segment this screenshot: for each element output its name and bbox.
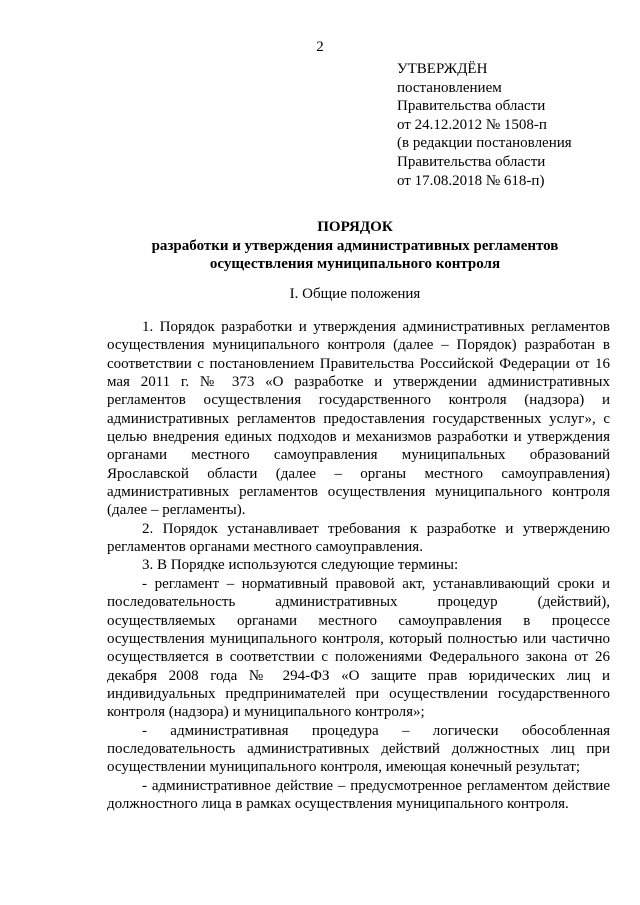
body-text xyxy=(107,318,610,813)
title-main: ПОРЯДОК xyxy=(317,219,393,235)
paragraph: 1. Порядок разработки и утверждения административных регламентов осуществления муниципального контроля (далее – Порядок) разработан в соответствии с постановлением Правительства Российской Федерации от 16 мая 2011 г. № 373 «О разработке и утверждении административных регламентов осуществления государственного контроля (надзора) и административных регламентов предоставления государственных услуг», с целью внедрения единых подходов и механизмов разработки и утверждения органами местного самоуправления муниципальных образований Ярославской области (далее – органы местного самоуправления) административных регламентов осуществления муниципального контроля (далее – регламенты). xyxy=(107,319,610,519)
title-subtitle-line: разработки и утверждения административных регламентов xyxy=(151,237,559,254)
approval-stamp-block xyxy=(397,60,572,190)
title-subtitle-line: осуществления муниципального контроля xyxy=(209,256,501,272)
approval-line: (в редакции постановления xyxy=(397,135,572,152)
approval-line: УТВЕРЖДЁН xyxy=(397,61,488,77)
page-number: 2 xyxy=(316,39,324,55)
approval-line: постановлением xyxy=(397,79,502,96)
paragraph: 2. Порядок устанавливает требования к разработке и утверждению регламентов органами местного самоуправления. xyxy=(107,520,610,556)
paragraph: - административное действие – предусмотренное регламентом действие должностного лица в рамках осуществления муниципального контроля. xyxy=(107,777,610,812)
approval-line: Правительства области xyxy=(397,98,546,115)
approval-line: от 24.12.2012 № 1508-п xyxy=(397,116,547,133)
paragraph: - административная процедура – логически обособленная последовательность административных действий должностных лиц при осуществлении муниципального контроля, имеющая конечный результат; xyxy=(107,722,610,776)
paragraph: - регламент – нормативный правовой акт, устанавливающий сроки и последовательность административных процедур (действий), осуществляемых органами местного самоуправления в процессе осуществления муниципального контроля, который полностью или частично осуществляется в соответствии с положениями Федерального закона от 26 декабря 2008 года № 294-ФЗ «О защите прав юридических лиц и индивидуальных предпринимателей при осуществлении государственного контроля (надзора) и муниципального контроля»; xyxy=(107,575,610,721)
document-title xyxy=(60,218,640,274)
approval-line: Правительства области xyxy=(397,153,546,170)
section-heading: I. Общие положения xyxy=(289,286,421,302)
approval-line: от 17.08.2018 № 618-п) xyxy=(397,172,545,189)
paragraph: 3. В Порядке используются следующие термины: xyxy=(142,557,459,574)
